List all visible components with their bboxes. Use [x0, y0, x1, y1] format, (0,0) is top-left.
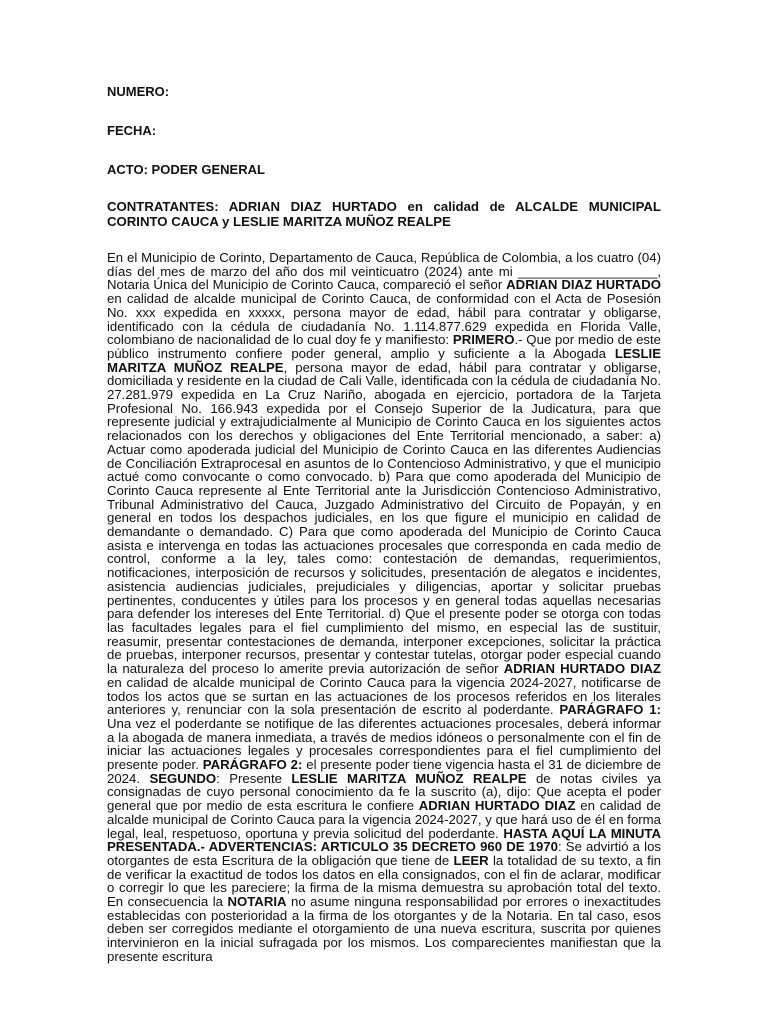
bold-term: PRIMERO: [452, 332, 515, 348]
contratantes-heading: CONTRATANTES: ADRIAN DIAZ HURTADO en calidad de ALCALDE MUNICIPAL CORINTO CAUCA y LESLIE MARITZA MUÑOZ REALPE: [107, 199, 661, 229]
body-text-run: en calidad de alcalde municipal de Corinto Cauca, de conformidad con el Acta de Posesión No. xxx expedida en xxxxx, persona mayor de edad, hábil para contratar y obligarse, identificado con la cédula de ciudadanía No. 1.114.877.629 expedida en Florida Valle, colombiano de nacionalidad de lo cual doy fe y manifiesto:: [107, 291, 661, 348]
bold-term: LESLIE MARITZA MUÑOZ REALPE: [107, 345, 661, 375]
body-text-run: Una vez el poderdante se notifique de las diferentes actuaciones procesales, deberá informar a la abogada de manera inmediata, a través de medios idóneos o personalmente con el fin de iniciar las actuaciones legales y procesales correspondientes para el fiel cumplimiento del presente poder.: [107, 715, 661, 773]
numero-label: NUMERO:: [107, 84, 170, 99]
bold-term: ADRIAN HURTADO DIAZ: [418, 798, 576, 814]
body-text-run: .- Que por medio de este público instrumento confiere poder general, amplio y suficiente a la Abogada: [107, 332, 661, 361]
bold-term: ADRIAN HURTADO DIAZ: [503, 661, 661, 677]
body-text-run: en calidad de alcalde municipal de Corinto Cauca para la vigencia 2024-2027, y que hará uso de él en forma legal, leal, respetuoso, oportuna y previa solicitud del poderdante.: [107, 798, 662, 841]
bold-term: LESLIE MARITZA MUÑOZ REALPE: [291, 770, 527, 786]
bold-term: HASTA AQUÍ LA MINUTA PRESENTADA.- ADVERTENCIAS: ARTICULO 35 DECRETO 960 DE 1970: [107, 825, 661, 855]
body-text-run: : Presente: [216, 770, 292, 786]
body-text-run: la totalidad de su texto, a fin de verificar la exactitud de todos los datos en ella consignados, con el fin de aclarar, modificar o corregir lo que les pareciere; la firma de la misma demuestra su aprobación total del texto. En consecuencia la: [107, 852, 662, 910]
body-text-run: En el Municipio de Corinto, Departamento de Cauca, República de Colombia, a los cuatro (04) días del mes de marzo del año dos mil veinticuatro (2024) ante mi ___________________, Notaria Única del Municipio de Corinto Cauca, compareció el señor: [107, 250, 661, 293]
body-text-run: en calidad de alcalde municipal de Corinto Cauca para la vigencia 2024-2027, notificarse de todos los actos que se surtan en las actuaciones de los procesos referidos en los literales anteriores y, renunciar con la sola presentación de escrito al poderdante.: [107, 674, 661, 718]
document-body-text: [107, 251, 661, 964]
body-text-run: de notas civiles ya consignadas de cuyo personal conocimiento da fe la suscrito (a), dijo: Que acepta el poder general que por medio de esta escritura le confiere: [107, 770, 662, 814]
body-text-run: , persona mayor de edad, hábil para contratar y obligarse, domiciliada y residente en la ciudad de Cali Valle, identificada con la cédula de ciudadanía No. 27.281.979 expedida en La Cruz Nariño, abogada en ejercicio, portadora de la Tarjeta Profesional No. 166.943 expedida por el Consejo Superior de la Judicatura, para que represente judicial y extrajudicialmente al Municipio de Corinto Cauca en los siguientes actos relacionados con los derechos y obligaciones del Ente Territorial mencionado, a saber: a) Actuar como apoderada judicial del Municipio de Corinto Cauca en las diferentes Audiencias de Conciliación Extraprocesal en asuntos de lo Contencioso Administrativo, y que el municipio actué como convocante o como convocado. b) Para que como apoderada del Municipio de Corinto Cauca represente al Ente Territorial ante la Jurisdicción Contencioso Administrativo, Tribunal Administrativo del Cauca, Juzgado Administrativo del Circuito de Popayán, y en general en todos los despachos judiciales, en los que figure el municipio en calidad de demandante o demandado. C) Para que como apoderada del Municipio de Corinto Cauca asista e intervenga en todas las actuaciones procesales que corresponda en cada medio de control, conforme a la ley, tales como: contestación de demandas, requerimientos, notificaciones, interposición de recursos y solicitudes, presentación de alegatos e incidentes, asistencia audiencias judiciales, prejudiciales y diligencias, aportar y solicitar pruebas pertinentes, conducentes y útiles para los procesos y en general todas aquellas necesarias para defender los intereses del Ente Territorial. d) Que el presente poder se otorga con todas las facultades legales para el fiel cumplimiento del mismo, en especial las de sustituir, reasumir, presentar contestaciones de demanda, interponer excepciones, solicitar la práctica de pruebas, interponer recursos, presentar y contestar tutelas, otorgar poder especial cuando la naturaleza del proceso lo amerite previa autorización de señor: [107, 359, 661, 677]
bold-term: SEGUNDO: [149, 770, 217, 786]
bold-term: PARÁGRAFO 2:: [202, 757, 303, 773]
bold-term: ADRIAN DIAZ HURTADO: [506, 277, 662, 293]
body-text-run: no asume ninguna responsabilidad por errores o inexactitudes establecidas con posterioridad a la firma de los otorgantes y de la Notaria. En tal caso, esos deben ser corregidos mediante el otorgamiento de una nueva escritura, suscrita por quienes intervinieron en la inicial sufragada por los mismos. Los comparecientes manifiestan que la presente escritura: [107, 894, 662, 964]
bold-term: PARÁGRAFO 1:: [559, 702, 661, 718]
acto-label: ACTO: PODER GENERAL: [107, 162, 265, 177]
body-text-run: : Se advirtió a los otorgantes de esta Escritura de la obligación que tiene de: [107, 839, 661, 868]
body-text-run: el presente poder tiene vigencia hasta el 31 de diciembre de 2024.: [107, 757, 661, 786]
bold-term: NOTARIA: [227, 894, 287, 910]
fecha-label: FECHA:: [107, 123, 157, 138]
bold-term: LEER: [453, 852, 489, 868]
